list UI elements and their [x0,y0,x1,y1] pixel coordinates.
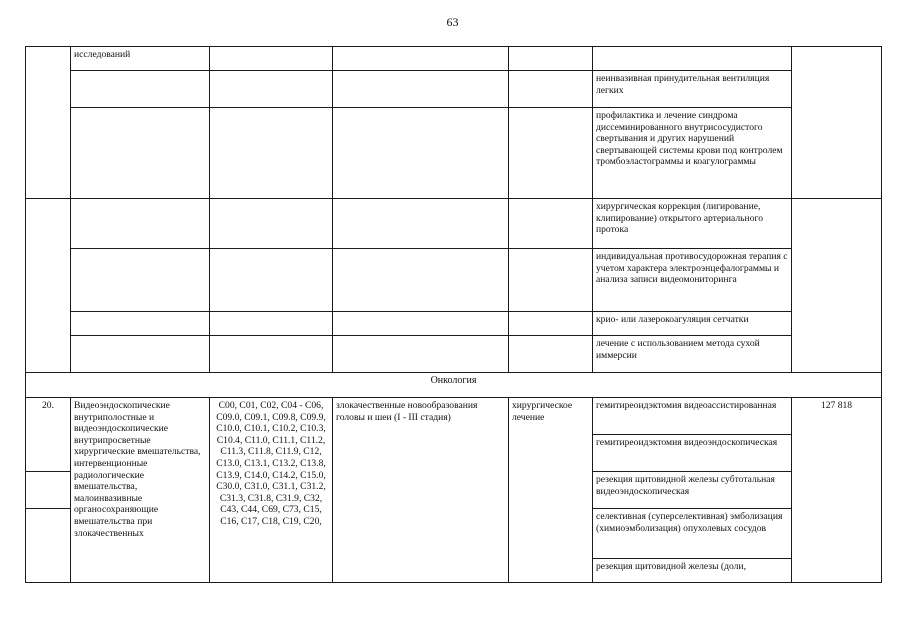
icd-codes: C00, C01, C02, C04 - C06, C09.0, C09.1, C09.8, C09.9, C10.0, C10.1, C10.2, C10.3, C10.4, C11.0, C11.1, C11.2, C11.3, C11.8, C11.9, C12, C13.0, C13.1, C13.2, C13.8, C13.9, C14.0, C14.2, C15.0, C30.0, C31.0, C31.1, C31.2, C31.3, C31.8, C31.9, C32, C43, C44, C69, C73, C15, C16, C17, C18, C19, C20, [216,400,326,527]
page-number: 63 [446,15,459,29]
table-row [26,47,882,71]
cell-diagnosis [333,71,509,108]
cell-treatment-type [509,336,593,373]
table-row [26,398,882,435]
cell-treatment-type: хирургическое лечение [509,398,593,583]
section-title: Онкология [26,373,882,398]
cell-price: 127 818 [792,398,882,583]
cell-name [71,312,210,336]
cell-name [71,336,210,373]
cell-name: исследований [71,47,210,71]
cell-name [71,71,210,108]
table-row [26,249,882,312]
cell-method: индивидуальная противосудорожная терапия с учетом характера электроэнцефалограммы и анализа записи видеомониторинга [593,249,792,312]
cell-codes [210,199,333,249]
cell-name [71,199,210,249]
cell-diagnosis [333,336,509,373]
cell-method: гемитиреоидэктомия видеоэндоскопическая [593,435,792,472]
cell-method: хирургическая коррекция (лигирование, клипирование) открытого артериального протока [593,199,792,249]
cell-treatment-type [509,312,593,336]
cell-codes [210,71,333,108]
cell-diagnosis [333,312,509,336]
section-header-row [26,373,882,398]
cell-number [26,509,71,583]
cell-method: лечение с использованием метода сухой иммерсии [593,336,792,373]
cell-treatment-type [509,71,593,108]
cell-diagnosis [333,108,509,199]
cell-number [26,47,71,199]
cell-number [26,199,71,373]
cell-price [792,199,882,373]
cell-number: 20. [26,398,71,472]
cell-diagnosis [333,47,509,71]
table-row [26,312,882,336]
cell-diagnosis: злокачественные новообразования головы и шеи (I - III стадия) [333,398,509,583]
cell-method: крио- или лазерокоагуляция сетчатки [593,312,792,336]
cell-method: селективная (суперселективная) эмболизация (химиоэмболизация) опухолевых сосудов [593,509,792,559]
cell-codes [210,47,333,71]
intervention-name: Видеоэндоскопические внутриполостные и видеоэндоскопические внутрипросветные хирургические вмешательства, интервенционные радиологические вмешательства, малоинвазивные органосохраняющие вмешательства при злокачественных [74,400,201,539]
table-row [26,71,882,108]
cell-price [792,47,882,199]
cell-method [593,47,792,71]
cell-method: резекция щитовидной железы субтотальная видеоэндоскопическая [593,472,792,509]
cell-codes [210,249,333,312]
cell-diagnosis [333,249,509,312]
cell-number [26,472,71,509]
table-row [26,199,882,249]
cell-codes [210,312,333,336]
cell-method: гемитиреоидэктомия видеоассистированная [593,398,792,435]
cell-treatment-type [509,249,593,312]
table-row [26,336,882,373]
cell-name [71,249,210,312]
cell-treatment-type [509,199,593,249]
cell-codes [210,108,333,199]
cell-treatment-type [509,108,593,199]
cell-name [71,398,210,583]
cell-method: профилактика и лечение синдрома диссеминированного внутрисосудистого свертывания и других нарушений свертывающей системы крови под контролем тромбоэластограммы и коагулограммы [593,108,792,199]
services-table [25,46,882,583]
cell-diagnosis [333,199,509,249]
cell-treatment-type [509,47,593,71]
cell-method: неинвазивная принудительная вентиляция легких [593,71,792,108]
cell-codes [210,398,333,583]
cell-method: резекция щитовидной железы (доли, [593,559,792,583]
cell-name [71,108,210,199]
table-row [26,108,882,199]
cell-codes [210,336,333,373]
